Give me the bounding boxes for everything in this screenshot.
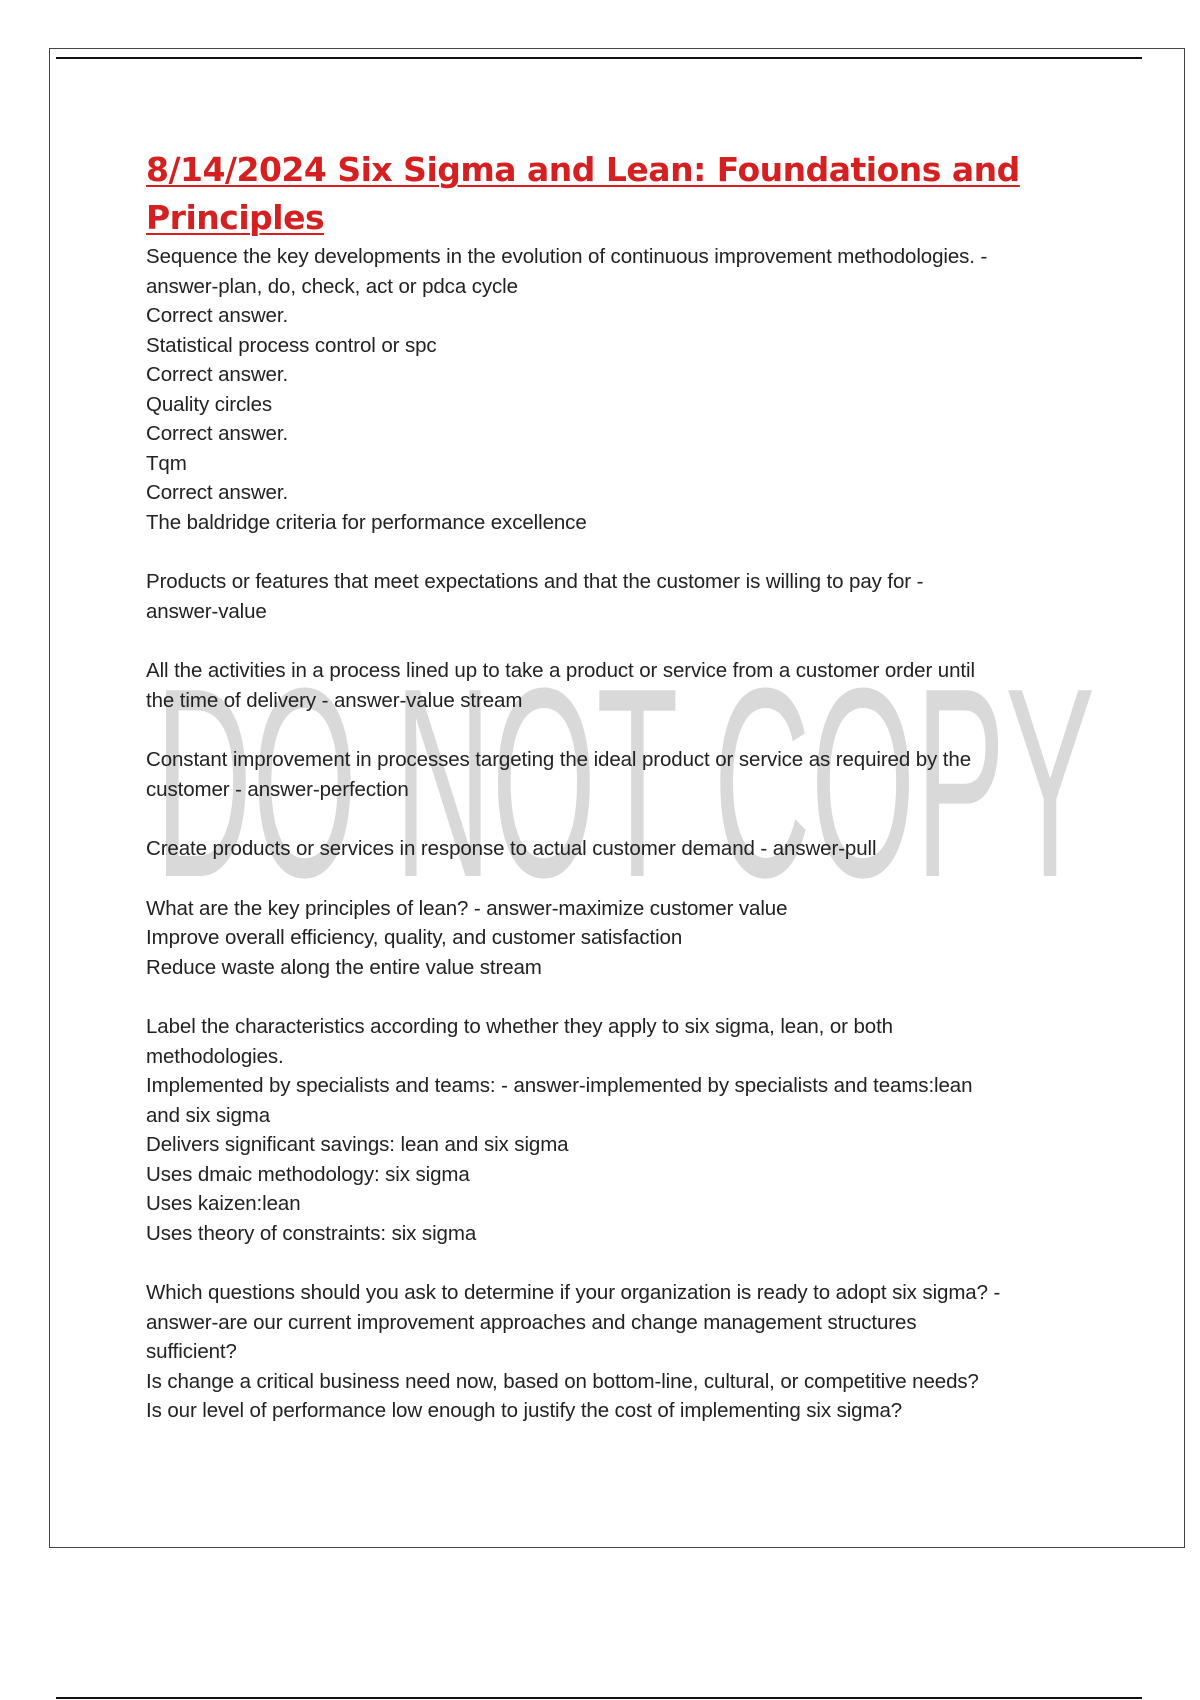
qa-line: Label the characteristics according to whether they apply to six sigma, lean, or both (146, 1015, 893, 1038)
qa-line: Uses theory of constraints: six sigma (146, 1221, 477, 1245)
qa-item (146, 745, 1086, 804)
qa-line: Sequence the key developments in the evolution of continuous improvement methodologies. - (146, 245, 988, 268)
qa-line: Products or features that meet expectations and that the customer is willing to pay for - (146, 570, 924, 593)
qa-line: Implemented by specialists and teams: - answer-implemented by specialists and teams:lean (146, 1074, 973, 1097)
qa-line: Reduce waste along the entire value stream (146, 955, 542, 979)
document-body (146, 146, 1086, 1456)
qa-item (146, 656, 1086, 715)
document-title: 8/14/2024 Six Sigma and Lean: Foundations and Principles (146, 150, 1020, 237)
qa-line: Is our level of performance low enough to justify the cost of implementing six sigma? (146, 1399, 903, 1422)
qa-item (146, 834, 1086, 864)
qa-line: The baldridge criteria for performance excellence (146, 510, 587, 534)
bottom-rule (56, 1697, 1142, 1699)
qa-line: Correct answer. (146, 422, 289, 445)
qa-line: Constant improvement in processes targeting the ideal product or service as required by the (146, 748, 972, 771)
qa-item (146, 1278, 1086, 1426)
qa-line: answer-value (146, 599, 267, 623)
qa-line: customer - answer-perfection (146, 777, 409, 801)
qa-line: answer-are our current improvement approaches and change management structures (146, 1310, 917, 1334)
qa-line: Correct answer. (146, 304, 289, 327)
qa-line: and six sigma (146, 1103, 271, 1127)
top-rule (56, 57, 1142, 59)
qa-line: Create products or services in response to actual customer demand - answer-pull (146, 837, 877, 860)
qa-line: Delivers significant savings: lean and six sigma (146, 1133, 569, 1156)
qa-line: Statistical process control or spc (146, 333, 437, 357)
qa-line: All the activities in a process lined up to take a product or service from a customer order until (146, 659, 975, 682)
qa-line: answer-plan, do, check, act or pdca cycle (146, 274, 518, 298)
qa-line: Correct answer. (146, 363, 289, 386)
qa-item (146, 894, 1086, 983)
qa-item (146, 242, 1086, 537)
qa-line: Improve overall efficiency, quality, and customer satisfaction (146, 926, 683, 949)
qa-list (146, 242, 1086, 1426)
qa-item (146, 1012, 1086, 1248)
qa-line: Tqm (146, 451, 187, 475)
qa-line: Correct answer. (146, 481, 289, 504)
qa-line: What are the key principles of lean? - answer-maximize customer value (146, 896, 788, 920)
qa-line: sufficient? (146, 1340, 237, 1363)
qa-item (146, 567, 1086, 626)
qa-line: Uses kaizen:lean (146, 1192, 301, 1215)
qa-line: Is change a critical business need now, based on bottom-line, cultural, or competitive needs? (146, 1369, 979, 1393)
qa-line: the time of delivery - answer-value stream (146, 688, 523, 712)
qa-line: methodologies. (146, 1044, 284, 1068)
qa-line: Which questions should you ask to determine if your organization is ready to adopt six sigma? - (146, 1281, 1001, 1304)
qa-line: Uses dmaic methodology: six sigma (146, 1162, 470, 1186)
qa-line: Quality circles (146, 392, 273, 416)
watermark-text: DO NOT COPY (155, 648, 1095, 908)
